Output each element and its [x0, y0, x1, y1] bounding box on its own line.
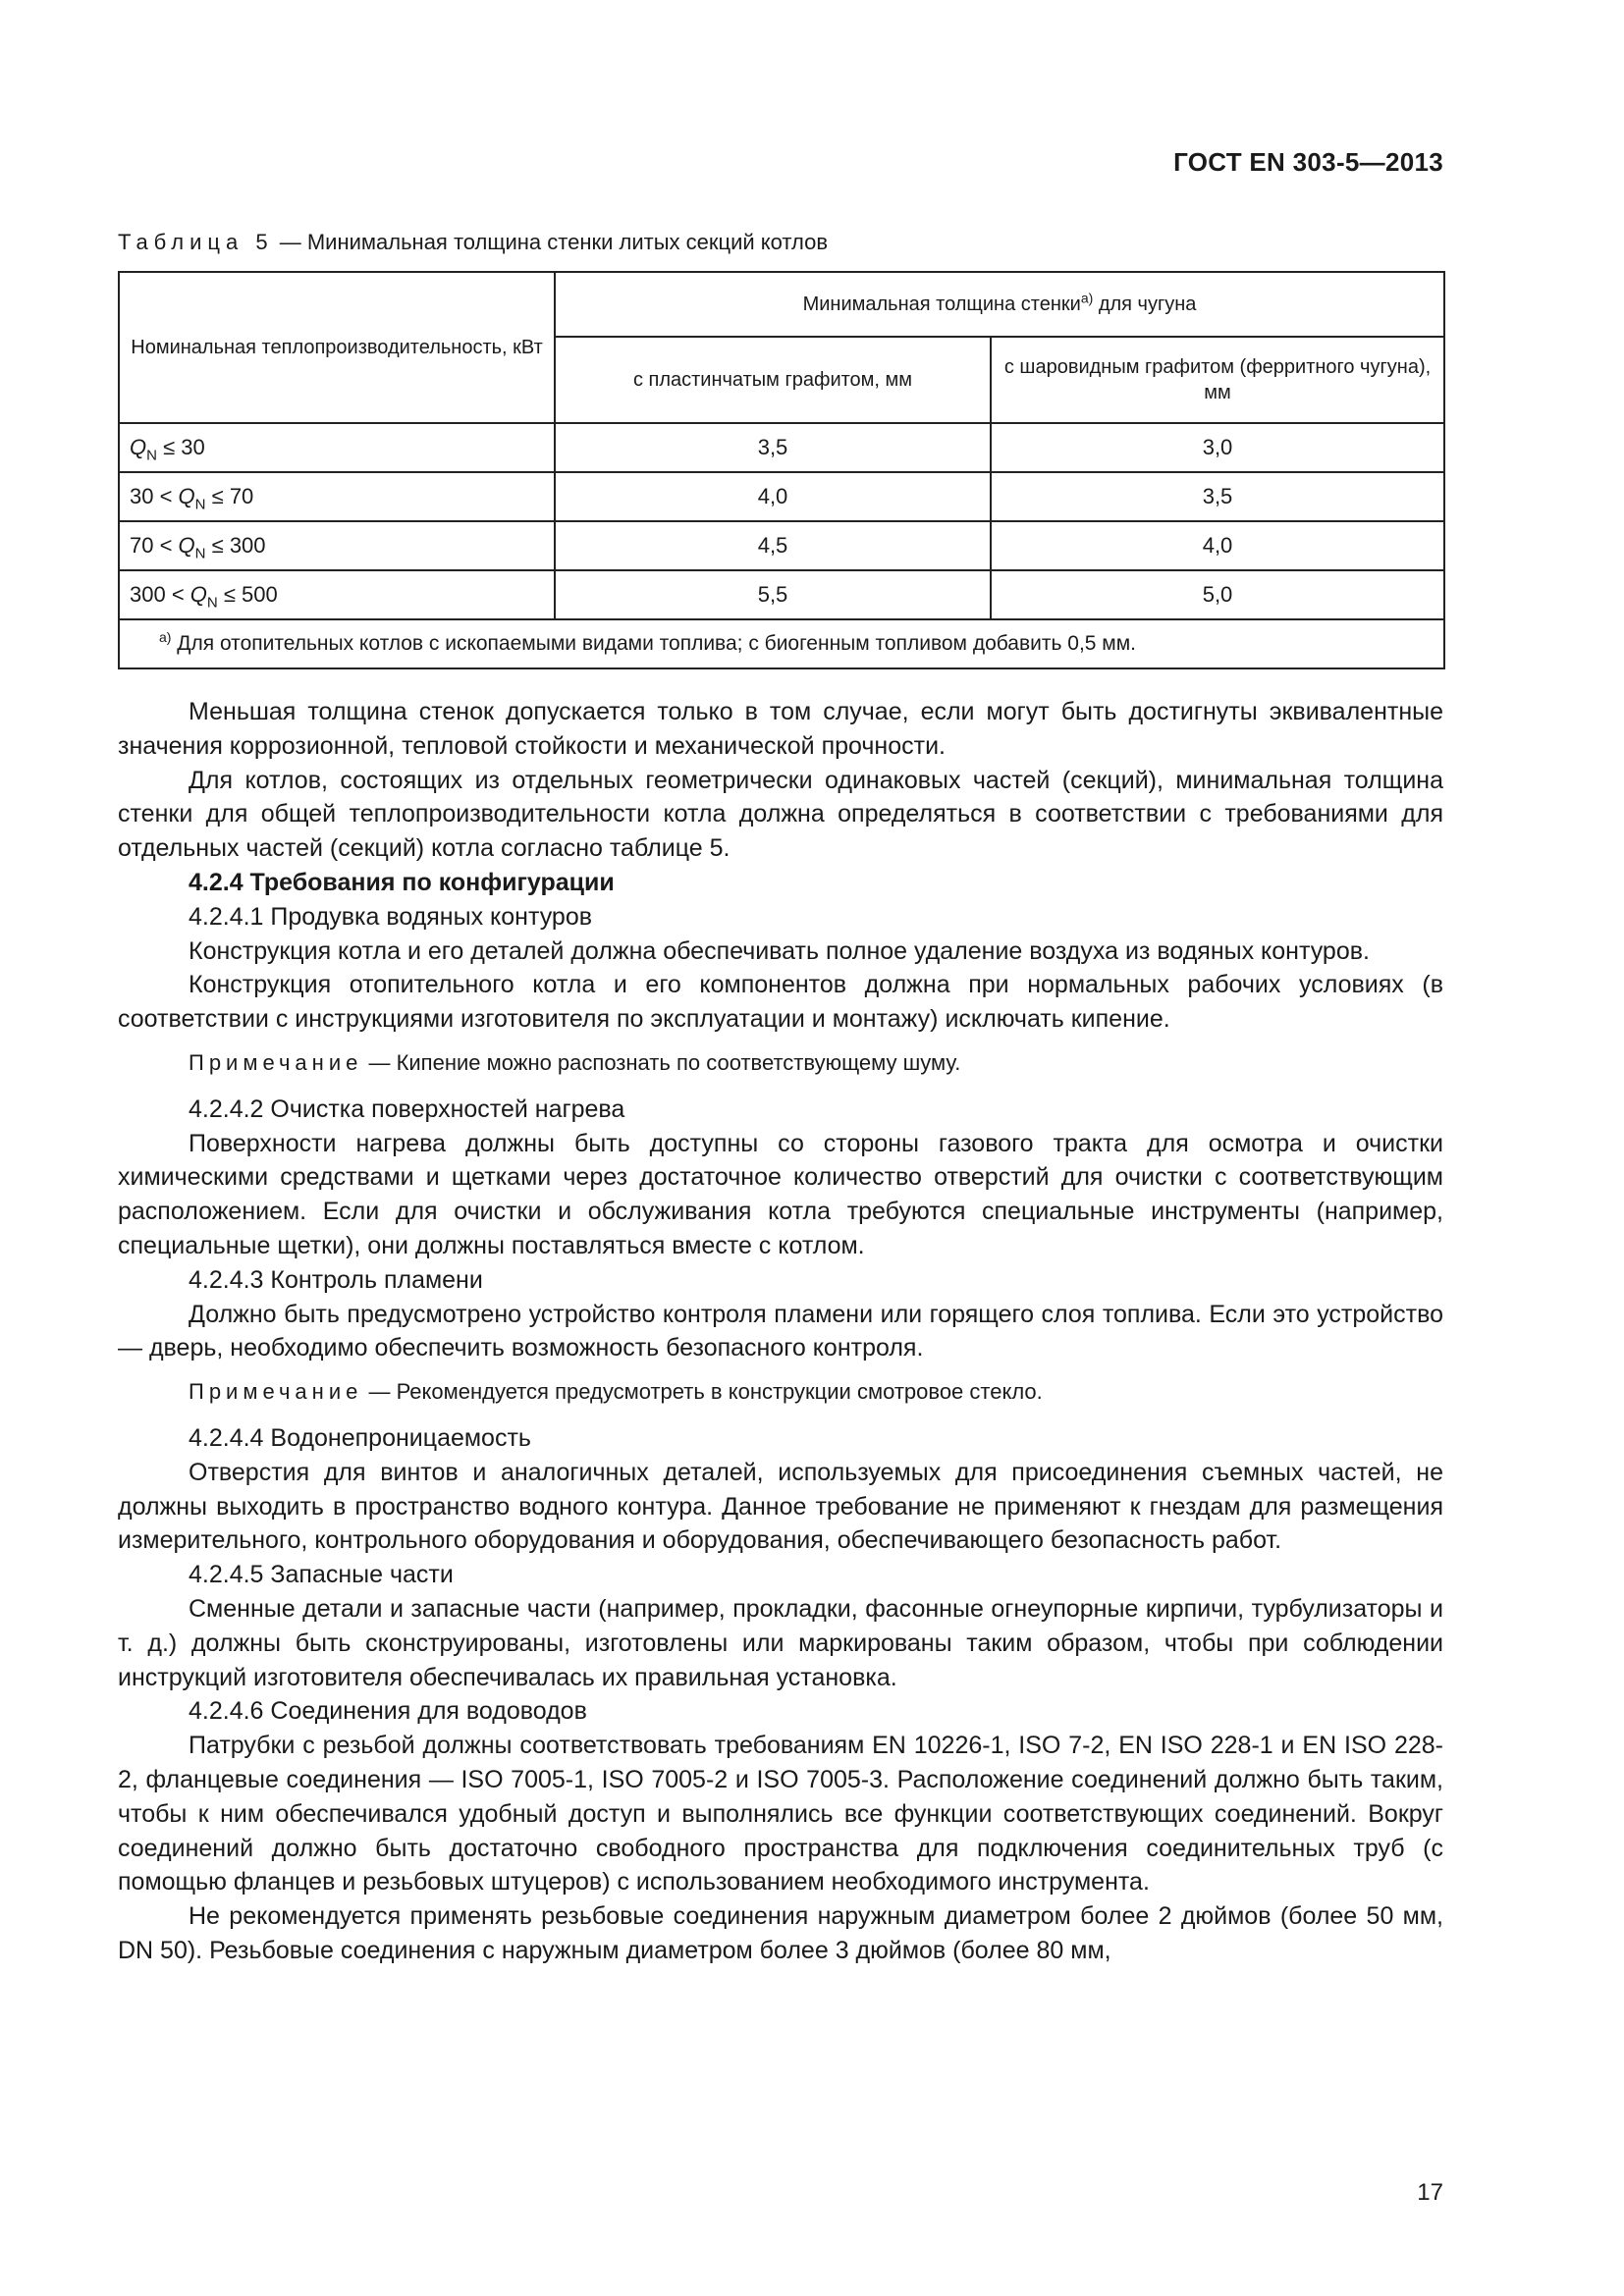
footnote-text: Для отопительных котлов с ископаемыми видами топлива; с биогенным топливом добавить 0,5 мм.	[171, 632, 1137, 655]
table-row	[119, 521, 1444, 570]
subsection-heading-4-2-4-3: 4.2.4.3 Контроль пламени	[189, 1265, 483, 1294]
cell-lamellar: 4,5	[555, 521, 991, 570]
page-number: 17	[1417, 2179, 1443, 2206]
note	[118, 1046, 1443, 1081]
q-symbol: Q	[130, 435, 147, 459]
footnote-mark: а)	[1080, 290, 1094, 306]
cell-spheroidal: 4,0	[991, 521, 1444, 570]
q-symbol: Q	[189, 582, 207, 607]
subsection-heading-4-2-4-1: 4.2.4.1 Продувка водяных контуров	[189, 902, 592, 931]
row-suffix: ≤ 30	[156, 435, 205, 459]
q-symbol: Q	[178, 533, 195, 558]
paragraph: Для котлов, состоящих из отдельных геометрически одинаковых частей (секций), минимальная толщина стенки для общей теплопроизводительности котла должна определяться в соответствии с требованиями для отдельных частей (секций) котла согласно таблице 5.	[118, 766, 1443, 863]
q-subscript: N	[206, 594, 218, 612]
cell-spheroidal: 5,0	[991, 570, 1444, 619]
paragraph: Сменные детали и запасные части (например, прокладки, фасонные огнеупорные кирпичи, турбулизаторы и т. д.) должны быть сконструированы, изготовлены или маркированы таким образом, чтобы при соблюдении инструкций изготовителя обеспечивалась их правильная установка.	[118, 1594, 1443, 1691]
q-symbol: Q	[178, 484, 195, 508]
table-row	[119, 423, 1444, 472]
cell-lamellar: 3,5	[555, 423, 991, 472]
q-subscript: N	[194, 545, 206, 562]
header-lamellar-label: с пластинчатым графитом, мм	[632, 369, 913, 391]
wall-thickness-table	[118, 271, 1445, 669]
footnote-mark: а)	[159, 629, 172, 645]
cell-lamellar: 5,5	[555, 570, 991, 619]
table-footnote-row	[119, 619, 1444, 668]
note-text: — Рекомендуется предусмотреть в конструкции смотровое стекло.	[362, 1379, 1043, 1405]
row-capacity	[119, 423, 555, 472]
subsection-heading-4-2-4-5: 4.2.4.5 Запасные части	[189, 1561, 454, 1589]
q-subscript: N	[146, 447, 157, 464]
row-suffix: ≤ 70	[205, 484, 254, 508]
note-label: Примечание	[189, 1379, 363, 1405]
paragraph: Должно быть предусмотрено устройство контроля пламени или горящего слоя топлива. Если это устройство — дверь, необходимо обеспечить возможность безопасного контроля.	[118, 1300, 1443, 1362]
header-min-thickness-tail: для чугуна	[1093, 294, 1197, 315]
row-capacity	[119, 570, 555, 619]
body-text	[118, 695, 1443, 1968]
cell-spheroidal: 3,0	[991, 423, 1444, 472]
note-label: Примечание	[189, 1049, 363, 1075]
row-prefix: 30 <	[130, 484, 179, 508]
header-spheroidal-graphite	[991, 337, 1444, 423]
header-min-thickness-label: Минимальная толщина стенки	[802, 294, 1081, 315]
section-heading-4-2-4: 4.2.4 Требования по конфигурации	[189, 868, 615, 896]
paragraph: Конструкция отопительного котла и его компонентов должна при нормальных рабочих условиях (в соответствии с инструкциями изготовителя по эксплуатации и монтажу) исключать кипение.	[118, 971, 1443, 1034]
row-prefix: 70 <	[130, 533, 179, 558]
row-suffix: ≤ 300	[205, 533, 266, 558]
header-min-thickness	[555, 272, 1444, 337]
table-caption-label: Таблица 5	[118, 230, 274, 254]
note-text: — Кипение можно распознать по соответствующему шуму.	[362, 1049, 961, 1075]
cell-spheroidal: 3,5	[991, 472, 1444, 521]
note	[118, 1375, 1443, 1410]
table-row	[119, 472, 1444, 521]
row-capacity	[119, 472, 555, 521]
header-nominal-capacity	[119, 272, 555, 423]
table-caption	[118, 230, 828, 255]
cell-lamellar: 4,0	[555, 472, 991, 521]
table-row	[119, 570, 1444, 619]
row-suffix: ≤ 500	[217, 582, 278, 607]
header-nominal-capacity-label: Номинальная теплопроизводительность, кВт	[131, 337, 543, 358]
subsection-heading-4-2-4-4: 4.2.4.4 Водонепроницаемость	[189, 1423, 531, 1452]
header-lamellar-graphite	[555, 337, 991, 423]
paragraph: Конструкция котла и его деталей должна обеспечивать полное удаление воздуха из водяных контуров.	[189, 936, 1370, 965]
table-caption-text: — Минимальная толщина стенки литых секций котлов	[273, 230, 829, 254]
paragraph: Не рекомендуется применять резьбовые соединения наружным диаметром более 2 дюймов (более 50 мм, DN 50). Резьбовые соединения с наружным диаметром более 3 дюймов (более 80 мм,	[118, 1902, 1443, 1964]
paragraph: Патрубки с резьбой должны соответствовать требованиям EN 10226-1, ISO 7-2, EN ISO 228-1 и EN ISO 228-2, фланцевые соединения — ISO 7005-1, ISO 7005-2 и ISO 7005-3. Расположение соединений должно быть таким, чтобы к ним обеспечивался удобный доступ и выполнялись все функции соответствующих соединений. Вокруг соединений должно быть достаточно свободного пространства для подключения соединительных труб (с помощью фланцев и резьбовых штуцеров) с использованием необходимого инструмента.	[118, 1732, 1443, 1896]
paragraph: Меньшая толщина стенок допускается только в том случае, если могут быть достигнуты эквивалентные значения коррозионной, тепловой стойкости и механической прочности.	[118, 698, 1443, 760]
subsection-heading-4-2-4-2: 4.2.4.2 Очистка поверхностей нагрева	[189, 1095, 625, 1123]
header-spheroidal-label: с шаровидным графитом (ферритного чугуна), мм	[1003, 356, 1432, 403]
paragraph: Отверстия для винтов и аналогичных деталей, используемых для присоединения съемных частей, не должны выходить в пространство водного контура. Данное требование не применяют к гнездам для размещения измерительного, контрольного оборудования и оборудования, обеспечивающего безопасность работ.	[118, 1458, 1443, 1555]
row-prefix: 300 <	[130, 582, 190, 607]
q-subscript: N	[194, 496, 206, 513]
document-header: ГОСТ EN 303-5—2013	[1173, 147, 1443, 177]
paragraph: Поверхности нагрева должны быть доступны со стороны газового тракта для осмотра и очистки химическими средствами и щетками через достаточное количество отверстий для очистки с соответствующим расположением. Если для очистки и обслуживания котла требуются специальные инструменты (например, специальные щетки), они должны поставляться вместе с котлом.	[118, 1129, 1443, 1259]
subsection-heading-4-2-4-6: 4.2.4.6 Соединения для водоводов	[189, 1697, 587, 1726]
table-footnote	[119, 619, 1444, 668]
row-capacity	[119, 521, 555, 570]
